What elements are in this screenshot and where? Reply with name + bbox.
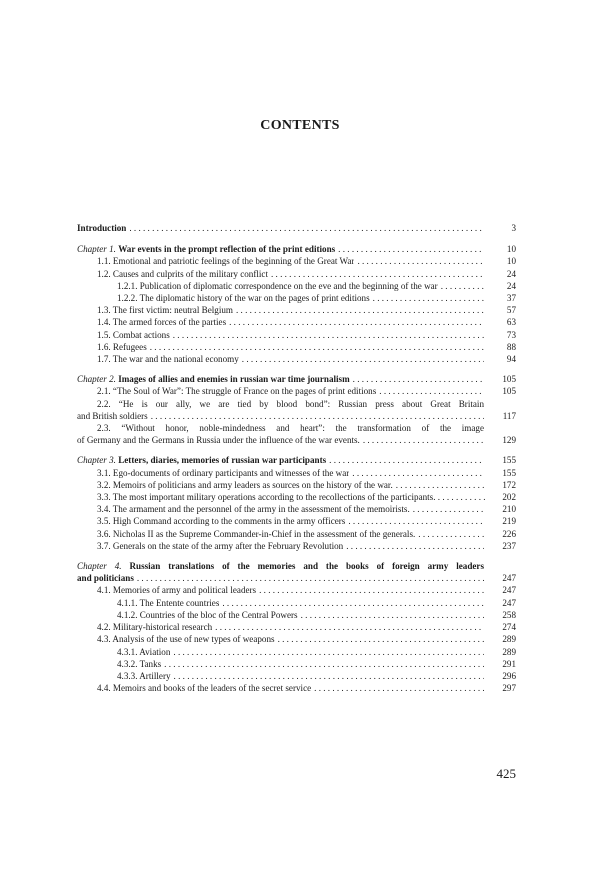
toc-page-number: 297 bbox=[502, 683, 516, 694]
dot-leader bbox=[164, 658, 484, 670]
toc-entry-title: 3.7. Generals on the state of the army after the February Revolution bbox=[97, 540, 344, 551]
toc-entry-title: 1.2. Causes and culprits of the military conflict bbox=[97, 268, 268, 279]
toc-entry-title: 4.3.3. Artillery bbox=[117, 670, 171, 681]
toc-entry[interactable] bbox=[77, 422, 516, 446]
toc-page-number: 73 bbox=[506, 329, 516, 340]
toc-entry[interactable] bbox=[77, 515, 516, 527]
dot-leader bbox=[242, 353, 484, 365]
dot-leader bbox=[271, 268, 484, 280]
toc-entry[interactable] bbox=[77, 385, 516, 397]
toc-entry[interactable] bbox=[77, 316, 516, 328]
toc-entry-title: 1.2.1. Publication of diplomatic correspondence on the eve and the beginning of the war bbox=[117, 280, 438, 291]
toc-entry[interactable] bbox=[77, 670, 516, 682]
toc-entry-title: 2.1. “The Soul of War”: The struggle of France on the pages of print editions bbox=[97, 386, 377, 397]
toc-entry[interactable] bbox=[77, 479, 516, 491]
toc-page-number: 117 bbox=[502, 410, 516, 421]
toc-entry[interactable] bbox=[77, 633, 516, 645]
toc-page-number: 10 bbox=[506, 244, 516, 255]
toc-entry-title: 3.1. Ego-documents of ordinary participants and witnesses of the war bbox=[97, 467, 350, 478]
toc-entry-title: 4.2. Military-historical research bbox=[97, 622, 213, 633]
toc-entry-title: 1.2.2. The diplomatic history of the war on the pages of print editions bbox=[117, 293, 370, 304]
toc-page-number: 247 bbox=[502, 597, 516, 608]
toc-page-number: 289 bbox=[502, 634, 516, 645]
toc-page-number: 105 bbox=[502, 386, 516, 397]
toc-page-number: 258 bbox=[502, 609, 516, 620]
dot-leader bbox=[215, 621, 484, 633]
toc-entry[interactable] bbox=[77, 658, 516, 670]
toc-entry-title: 3.4. The armament and the personnel of the army in the assessment of the memoirists. bbox=[97, 504, 410, 515]
dot-leader bbox=[413, 503, 484, 515]
toc-page-number: 289 bbox=[502, 646, 516, 657]
toc-entry[interactable] bbox=[77, 255, 516, 267]
toc-entry-title: 4.3. Analysis of the use of new types of weapons bbox=[97, 634, 275, 645]
toc-page-number: 202 bbox=[502, 492, 516, 503]
toc-entry-title: 1.4. The armed forces of the parties bbox=[97, 317, 227, 328]
toc-page-number: 105 bbox=[502, 374, 516, 385]
toc-page-number: 94 bbox=[506, 354, 516, 365]
toc-entry-title: 3.3. The most important military operations according to the recollections of the participants bbox=[97, 492, 434, 503]
toc-entry-title: 3.5. High Command according to the comments in the army officers bbox=[97, 516, 346, 527]
toc-entry-title: 4.1.1. The Entente countries bbox=[117, 597, 220, 608]
dot-leader bbox=[353, 373, 484, 385]
dot-leader bbox=[173, 646, 484, 658]
chapter-label: Chapter 1. bbox=[77, 244, 116, 255]
toc-entry[interactable] bbox=[77, 491, 516, 503]
toc-entry[interactable] bbox=[77, 341, 516, 353]
dot-leader bbox=[173, 329, 484, 341]
toc-entry[interactable] bbox=[77, 292, 516, 304]
toc-entry[interactable] bbox=[77, 646, 516, 658]
toc-page-number: 10 bbox=[506, 256, 516, 267]
dot-leader bbox=[357, 255, 484, 267]
toc-entry-title: 4.1.2. Countries of the bloc of the Central Powers bbox=[117, 609, 298, 620]
dot-leader bbox=[229, 316, 484, 328]
table-of-contents bbox=[77, 222, 516, 694]
toc-entry-title: 1.3. The first victim: neutral Belgium bbox=[97, 305, 233, 316]
dot-leader bbox=[222, 597, 484, 609]
dot-leader bbox=[174, 670, 484, 682]
dot-leader bbox=[373, 292, 484, 304]
toc-entry-title: Introduction bbox=[77, 223, 127, 233]
toc-page-number: 291 bbox=[502, 658, 516, 669]
toc-page-number: 57 bbox=[506, 305, 516, 316]
toc-chapter-4[interactable] bbox=[77, 560, 516, 584]
toc-entry[interactable] bbox=[77, 540, 516, 552]
toc-entry[interactable] bbox=[77, 597, 516, 609]
toc-chapter-2[interactable] bbox=[77, 373, 516, 385]
toc-entry-title: 1.5. Combat actions bbox=[97, 329, 170, 340]
chapter-title-line1: Russian translations of the memories and the books of foreign army leaders bbox=[129, 561, 484, 572]
toc-chapter-3[interactable] bbox=[77, 454, 516, 466]
dot-leader bbox=[338, 243, 484, 255]
chapter-title: War events in the prompt reflection of the print editions bbox=[118, 244, 336, 255]
toc-entry-title: 1.7. The war and the national economy bbox=[97, 354, 239, 365]
toc-entry[interactable] bbox=[77, 329, 516, 341]
dot-leader bbox=[348, 515, 484, 527]
chapter-label: Chapter 3. bbox=[77, 455, 116, 466]
dot-leader bbox=[236, 304, 484, 316]
toc-page-number: 247 bbox=[502, 585, 516, 596]
toc-entry-title-line1: 2.3. “Without honor, noble-mindedness and heart”: the transformation of the image bbox=[97, 423, 484, 434]
dot-leader bbox=[151, 410, 484, 422]
dot-leader bbox=[129, 222, 484, 234]
toc-entry[interactable] bbox=[77, 467, 516, 479]
toc-chapter-1[interactable] bbox=[77, 243, 516, 255]
toc-entry-title: 4.1. Memories of army and political leaders bbox=[97, 585, 257, 596]
chapter-title-line2: and politicians bbox=[77, 573, 134, 584]
toc-entry[interactable] bbox=[77, 682, 516, 694]
dot-leader bbox=[278, 633, 484, 645]
toc-entry-title: 3.6. Nicholas II as the Supreme Commander-in-Chief in the assessment of the generals. bbox=[97, 528, 416, 539]
dot-leader bbox=[346, 540, 484, 552]
toc-page-number: 296 bbox=[502, 670, 516, 681]
dot-leader bbox=[301, 609, 484, 621]
dot-leader bbox=[418, 528, 484, 540]
toc-entry[interactable] bbox=[77, 609, 516, 621]
toc-page-number: 155 bbox=[502, 467, 516, 478]
toc-entry-title: 4.3.1. Aviation bbox=[117, 646, 171, 657]
toc-entry[interactable] bbox=[77, 353, 516, 365]
toc-entry-title-line2: of Germany and the Germans in Russia under the influence of the war events. bbox=[77, 435, 360, 446]
chapter-label: Chapter 4. bbox=[77, 561, 122, 572]
page-title: CONTENTS bbox=[260, 118, 340, 133]
dot-leader bbox=[259, 584, 484, 596]
toc-page-number: 247 bbox=[502, 573, 516, 584]
toc-page-number: 63 bbox=[506, 317, 516, 328]
chapter-label: Chapter 2. bbox=[77, 374, 116, 385]
toc-entry-title: 1.6. Refugees bbox=[97, 341, 147, 352]
toc-entry-title-line2: and British soldiers bbox=[77, 410, 148, 421]
toc-page-number: 24 bbox=[506, 268, 516, 279]
toc-entry[interactable] bbox=[77, 503, 516, 515]
toc-entry[interactable] bbox=[77, 528, 516, 540]
dot-leader bbox=[379, 385, 484, 397]
toc-page-number: 172 bbox=[502, 479, 516, 490]
toc-entry-title: 4.3.2. Tanks bbox=[117, 658, 162, 669]
toc-page-number: 3 bbox=[511, 223, 516, 233]
dot-leader bbox=[137, 572, 484, 584]
toc-entry-title: 3.2. Memoirs of politicians and army leaders as sources on the history of the war. bbox=[97, 479, 393, 490]
toc-entry[interactable] bbox=[77, 268, 516, 280]
toc-entry-title: 4.4. Memoirs and books of the leaders of the secret service bbox=[97, 683, 312, 694]
dot-leader bbox=[352, 467, 484, 479]
toc-page-number: 37 bbox=[506, 293, 516, 304]
dot-leader bbox=[396, 479, 484, 491]
dot-leader bbox=[329, 454, 484, 466]
dot-leader bbox=[363, 434, 484, 446]
toc-entry[interactable] bbox=[77, 280, 516, 292]
toc-page-number: 88 bbox=[506, 341, 516, 352]
toc-entry-title: 1.1. Emotional and patriotic feelings of the beginning of the Great War bbox=[97, 256, 355, 267]
chapter-title: Letters, diaries, memories of russian war participants bbox=[118, 455, 327, 466]
page-number: 425 bbox=[496, 766, 516, 781]
dot-leader bbox=[441, 280, 484, 292]
toc-page-number: 24 bbox=[506, 280, 516, 291]
toc-page-number: 155 bbox=[502, 455, 516, 466]
toc-page-number: 274 bbox=[502, 622, 516, 633]
dot-leader bbox=[314, 682, 484, 694]
toc-entry[interactable] bbox=[77, 398, 516, 422]
toc-entry[interactable] bbox=[77, 584, 516, 596]
toc-page-number: 210 bbox=[502, 504, 516, 515]
dot-leader bbox=[150, 341, 484, 353]
toc-page-number: 237 bbox=[502, 540, 516, 551]
toc-entry-introduction[interactable] bbox=[77, 222, 516, 234]
toc-entry[interactable] bbox=[77, 304, 516, 316]
dot-leader bbox=[433, 491, 488, 503]
toc-entry[interactable] bbox=[77, 621, 516, 633]
toc-page-number: 219 bbox=[502, 516, 516, 527]
toc-page-number: 129 bbox=[502, 435, 516, 446]
chapter-title: Images of allies and enemies in russian war time journalism bbox=[118, 374, 350, 385]
toc-page-number: 226 bbox=[502, 528, 516, 539]
toc-entry-title-line1: 2.2. “He is our ally, we are tied by blood bond”: Russian press about Great Britain bbox=[97, 398, 484, 409]
